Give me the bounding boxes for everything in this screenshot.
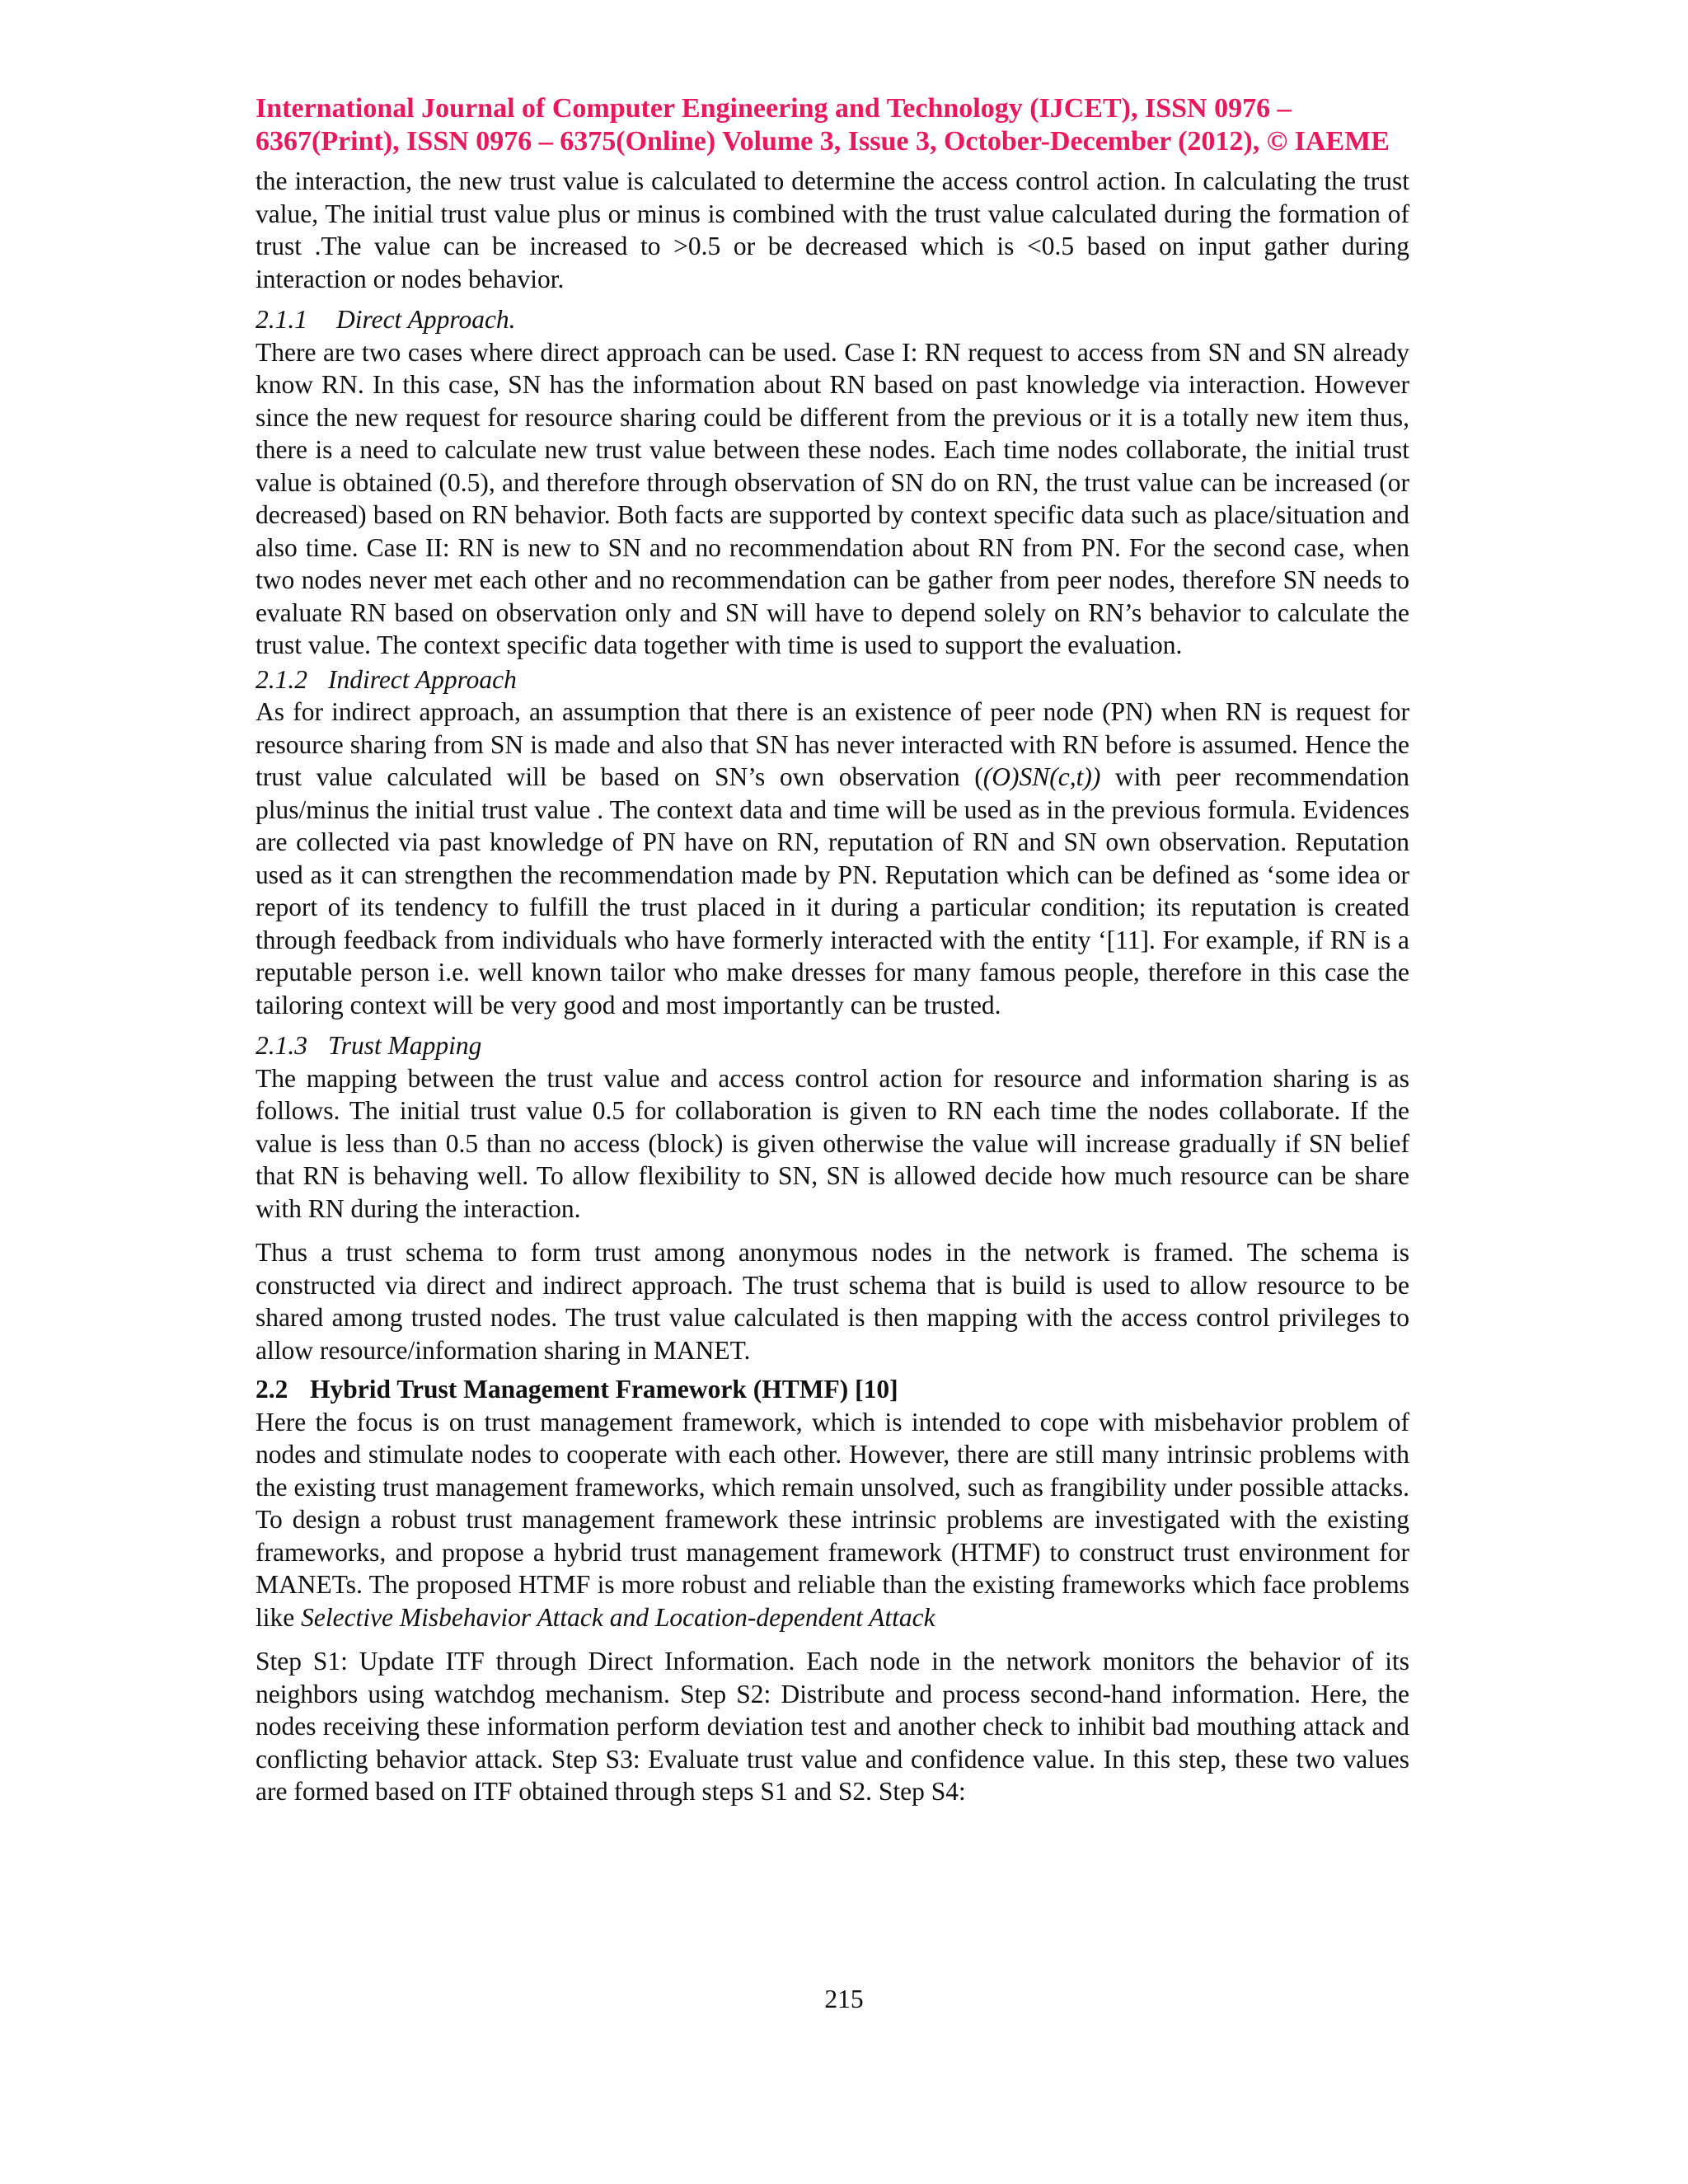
section-2-1-3-heading xyxy=(256,1029,1409,1062)
section-number: 2.1.1 xyxy=(256,305,307,334)
section-2-1-2-heading xyxy=(256,663,1409,696)
journal-header-line-2: 6367(Print), ISSN 0976 – 6375(Online) Volume 3, Issue 3, October-December (2012), © IAEME xyxy=(256,126,1390,157)
section-number: 2.1.2 xyxy=(256,664,307,694)
journal-header-line-1: International Journal of Computer Engineering and Technology (IJCET), ISSN 0976 – xyxy=(256,93,1292,124)
journal-header xyxy=(256,92,1409,158)
htmf-text: Here the focus is on trust management framework, which is intended to cope with misbehavior problem of nodes and stimulate nodes to cooperate with each other. However, there are still many intrinsic problems with the existing trust management frameworks, which remain unsolved, such as frangibility under possible attacks. To design a robust trust management framework these intrinsic problems are investigated with the existing frameworks, and propose a hybrid trust management framework (HTMF) to construct trust environment for MANETs. The proposed HTMF is more robust and reliable than the existing frameworks which face problems like xyxy=(256,1407,1409,1632)
direct-approach-paragraph: There are two cases where direct approach can be used. Case I: RN request to access from SN and SN already know RN. In this case, SN has the information about RN based on past knowledge via interaction. However since the new request for resource sharing could be different from the previous or it is a totally new item thus, there is a need to calculate new trust value between these nodes. Each time nodes collaborate, the initial trust value is obtained (0.5), and therefore through observation of SN do on RN, the trust value can be increased (or decreased) based on RN behavior. Both facts are supported by context specific data such as place/situation and also time. Case II: RN is new to SN and no recommendation about RN from PN. For the second case, when two nodes never met each other and no recommendation can be gather from peer nodes, therefore SN needs to evaluate RN based on observation only and SN will have to depend solely on RN’s behavior to calculate the trust value. The context specific data together with time is used to support the evaluation. xyxy=(256,337,1409,659)
trust-schema-paragraph: Thus a trust schema to form trust among anonymous nodes in the network is framed. The schema is constructed via direct and indirect approach. The trust schema that is build is used to allow resource to be shared among trusted nodes. The trust value calculated is then mapping with the access control privileges to allow resource/information sharing in MANET. xyxy=(256,1238,1409,1365)
section-2-2-heading xyxy=(256,1373,1409,1406)
page-content xyxy=(256,92,1409,1808)
trust-mapping-paragraph: The mapping between the trust value and access control action for resource and information sharing is as follows. The initial trust value 0.5 for collaboration is given to RN each time the nodes collaborate. If the value is less than 0.5 than no access (block) is given otherwise the value will increase gradually if SN belief that RN is behaving well. To allow flexibility to SN, SN is allowed decide how much resource can be share with RN during the interaction. xyxy=(256,1063,1409,1223)
page-number: 215 xyxy=(824,1985,864,2013)
section-title: Indirect Approach xyxy=(328,664,517,694)
section-number: 2.2 xyxy=(256,1375,288,1404)
intro-paragraph: the interaction, the new trust value is calculated to determine the access control action. In calculating the trust value, The initial trust value plus or minus is combined with the trust value calculated during the formation of trust .The value can be increased to >0.5 or be decreased which is <0.5 based on input gather during interaction or nodes behavior. xyxy=(256,166,1409,293)
htmf-paragraph xyxy=(256,1406,1409,1634)
section-title: Direct Approach. xyxy=(336,305,516,334)
htmf-steps-paragraph: Step S1: Update ITF through Direct Information. Each node in the network monitors the behavior of its neighbors using watchdog mechanism. Step S2: Distribute and process second-hand information. Here, the nodes receiving these information perform deviation test and another check to inhibit bad mouthing attack and conflicting behavior attack. Step S3: Evaluate trust value and confidence value. In this step, these two values are formed based on ITF obtained through steps S1 and S2. Step S4: xyxy=(256,1647,1409,1806)
section-title: Trust Mapping xyxy=(328,1031,482,1060)
indirect-approach-paragraph xyxy=(256,696,1409,1021)
section-number: 2.1.3 xyxy=(256,1031,307,1060)
indirect-text-before: As for indirect approach, an assumption that there is an existence of peer node (PN) when RN is request for resource sharing from SN is made and also that SN has never interacted with RN before is assumed. Hence the trust value calculated will be based on SN’s own observation ( xyxy=(256,697,1409,791)
section-2-1-1-heading xyxy=(256,303,1409,336)
section-title: Hybrid Trust Management Framework (HTMF) [10] xyxy=(310,1375,898,1404)
observation-formula: (O)SN(c,t)) xyxy=(982,762,1101,791)
htmf-attacks-emphasis: Selective Misbehavior Attack and Location-dependent Attack xyxy=(301,1602,935,1632)
indirect-text-after: with peer recommendation plus/minus the initial trust value . The context data and time will be used as in the previous formula. Evidences are collected via past knowledge of PN have on RN, reputation of RN and SN own observation. Reputation used as it can strengthen the recommendation made by PN. Reputation which can be defined as ‘some idea or report of its tendency to fulfill the trust placed in it during a particular condition; its reputation is created through feedback from individuals who have formerly interacted with the entity ‘[11]. For example, if RN is a reputable person i.e. well known tailor who make dresses for many famous people, therefore in this case the tailoring context will be very good and most importantly can be trusted. xyxy=(256,762,1409,1019)
